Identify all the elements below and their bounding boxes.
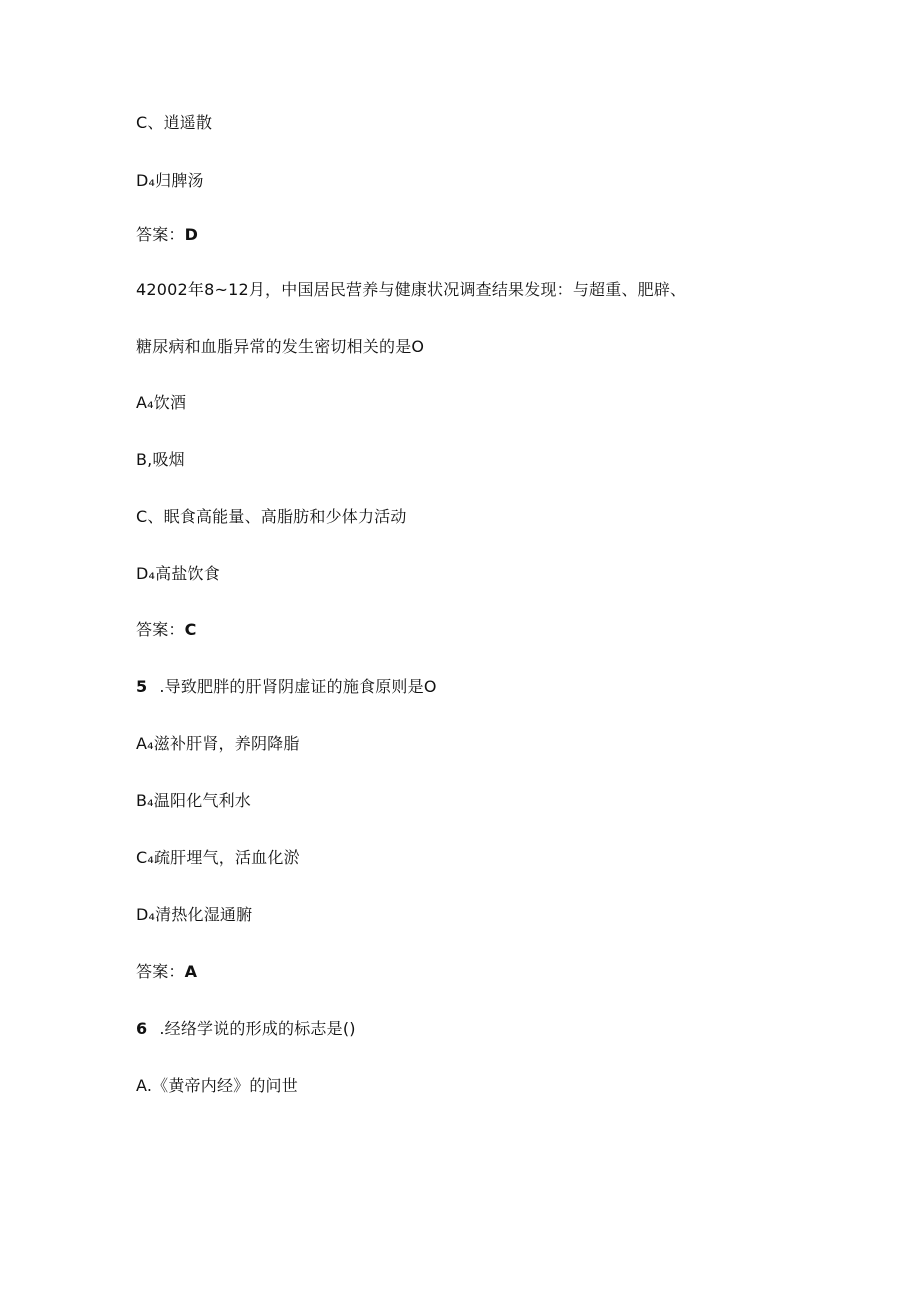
option-c-xiaoyaosan: C、逍遥散 — [136, 113, 213, 132]
answer-value: A — [184, 962, 198, 981]
question-number: 6 — [136, 1019, 148, 1038]
option-a-tonify-liver-kidney: A₄滋补肝肾，养阴降脂 — [136, 734, 300, 753]
question-text: .经络学说的形成的标志是() — [159, 1019, 356, 1038]
question-number: 5 — [136, 677, 148, 696]
option-b-smoking: B,吸烟 — [136, 450, 185, 469]
answer-value: C — [184, 620, 197, 639]
option-a-drinking: A₄饮酒 — [136, 393, 187, 412]
option-b-warm-yang: B₄温阳化气利水 — [136, 791, 251, 810]
question-6 — [136, 1018, 356, 1040]
option-d-guipitang: D₄归脾汤 — [136, 171, 204, 190]
question-text: .导致肥胖的肝肾阴虚证的施食原则是O — [159, 677, 437, 696]
question-4-line-1: 42002年8~12月，中国居民营养与健康状况调查结果发现：与超重、肥辟、 — [136, 280, 687, 299]
answer-line — [136, 224, 198, 246]
answer-label: 答案： — [136, 962, 185, 981]
option-d-high-salt-diet: D₄高盐饮食 — [136, 564, 220, 583]
option-a-huangdi-neijing: A.《黄帝内经》的问世 — [136, 1076, 298, 1095]
question-5 — [136, 676, 437, 698]
option-d-clear-heat: D₄清热化湿通腑 — [136, 905, 253, 924]
option-c-soothe-liver: C₄疏肝埋气，活血化淤 — [136, 848, 300, 867]
option-c-high-energy-diet: C、眠食高能量、高脂肪和少体力活动 — [136, 507, 407, 526]
answer-line — [136, 619, 197, 641]
answer-line — [136, 961, 197, 983]
answer-value: D — [184, 225, 199, 244]
answer-label: 答案： — [136, 620, 185, 639]
answer-label: 答案： — [136, 225, 185, 244]
question-4-line-2: 糖尿病和血脂异常的发生密切相关的是O — [136, 337, 425, 356]
